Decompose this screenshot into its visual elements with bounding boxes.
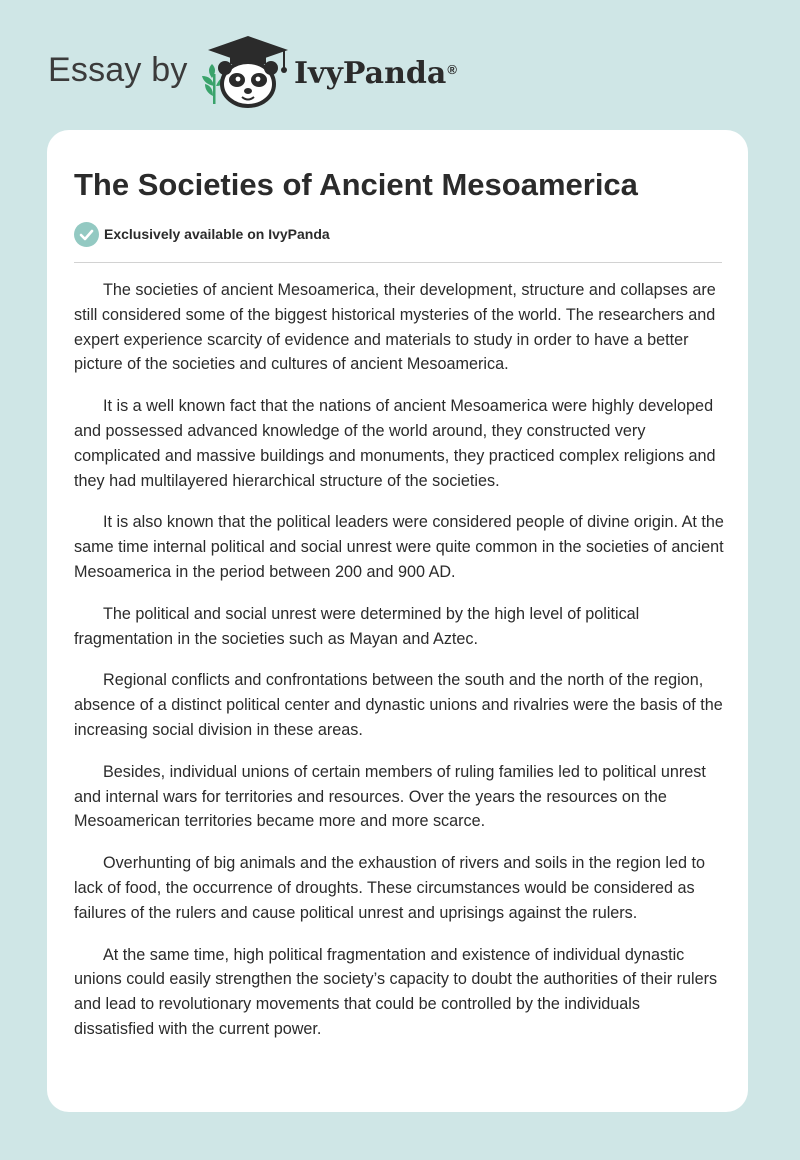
panda-graduate-icon[interactable] <box>200 34 296 110</box>
paragraph: Overhunting of big animals and the exhaustion of rivers and soils in the region led to lack of food, the occurrence of droughts. These circumstances would be considered as failures of the rulers and cause political unrest and uprisings against the rulers. <box>74 854 705 922</box>
paragraph: Regional conflicts and confrontations between the south and the north of the region, absence of a distinct political center and dynastic unions and rivalries were the basis of the increasing social division in these areas. <box>74 671 723 739</box>
badge-text: Exclusively available on IvyPanda <box>104 226 330 242</box>
check-circle-icon <box>74 222 99 247</box>
paragraph: It is also known that the political leaders were considered people of divine origin. At the same time internal political and social unrest were quite common in the societies of ancient Mesoamerica in the period between 200 and 900 AD. <box>74 513 724 581</box>
paragraph: The political and social unrest were determined by the high level of political fragmentation in the societies such as Mayan and Aztec. <box>74 604 640 648</box>
paragraph: The societies of ancient Mesoamerica, their development, structure and collapses are still considered some of the biggest historical mysteries of the world. The researchers and expert experience scarcity of evidence and materials to study in order to have a better picture of the societies and cultures of ancient Mesoamerica. <box>74 281 716 374</box>
exclusive-badge <box>74 221 330 247</box>
brand-name[interactable] <box>294 54 457 94</box>
site-header <box>0 0 800 130</box>
registered-mark: ® <box>447 62 457 77</box>
essay-body <box>74 278 724 1059</box>
paragraph: Besides, individual unions of certain members of ruling families led to political unrest and internal wars for territories and resources. Over the years the resources on the Mesoamerican territories became more and more scarce. <box>74 762 706 831</box>
paragraph: It is a well known fact that the nations of ancient Mesoamerica were highly developed and possessed advanced knowledge of the world around, they constructed very complicated and massive buildings and monuments, they practiced complex religions and they had multilayered hierarchical structure of the societies. <box>74 397 716 490</box>
paragraph: At the same time, high political fragmentation and existence of individual dynastic unions could easily strengthen the society’s capacity to doubt the authorities of their rulers and lead to revolutionary movements that could be controlled by the individuals dissatisfied with the current power. <box>74 945 718 1038</box>
divider <box>74 262 722 263</box>
essay-card <box>47 130 748 1112</box>
brand-name-text: IvyPanda <box>294 56 447 91</box>
page-title: The Societies of Ancient Mesoamerica <box>74 167 638 202</box>
brand-prefix: Essay by <box>48 51 188 89</box>
